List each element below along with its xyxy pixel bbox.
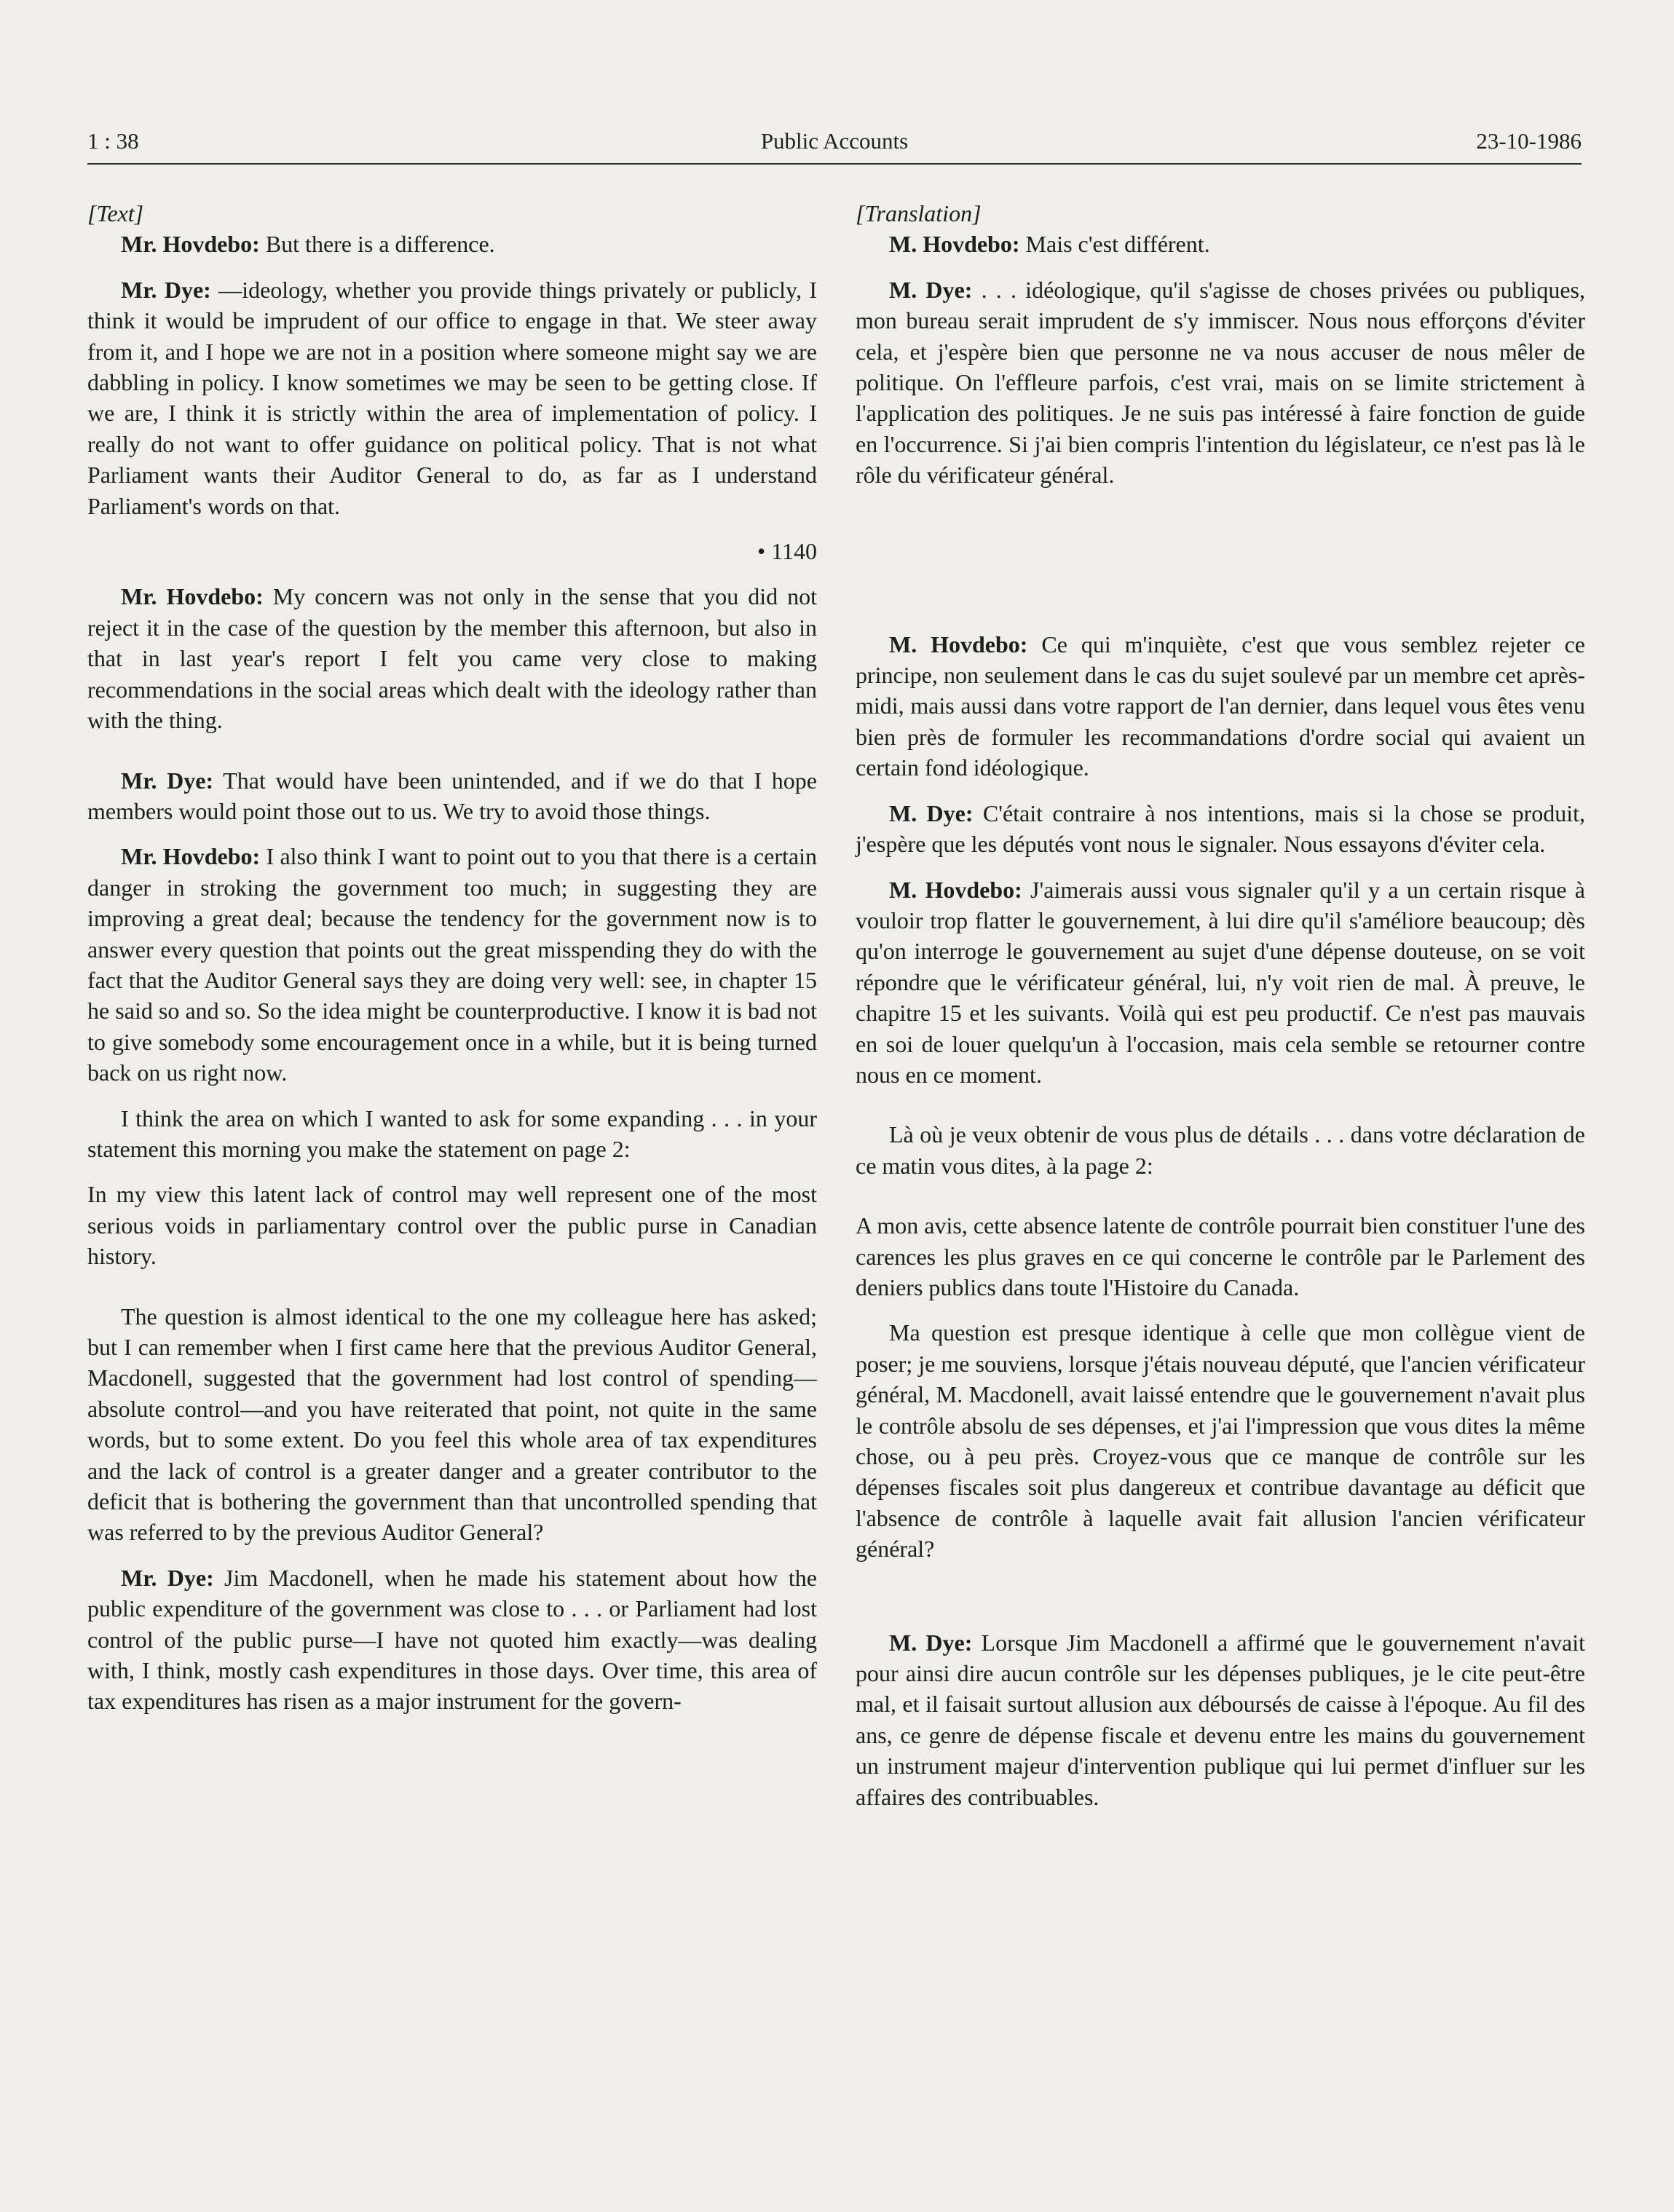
french-column (856, 198, 1585, 1812)
paragraph (856, 629, 1585, 783)
speech: I also think I want to point out to you that there is a certain danger in stroking the government too much; in suggesting they are improving a great deal; because the tendency for the government now is to answer every question that points out the great misspending they do with the fact that the Auditor General says they are doing very well: see, in chapter 15 he said so and so. So the idea might be counterproductive. I know it is bad not to give somebody some encouragement once in a while, but it is being turned back on us right now. (87, 843, 818, 1086)
speaker: Mr. Hovdebo: (121, 843, 261, 870)
speaker: M. Dye: (889, 1629, 973, 1656)
speaker: M. Hovdebo: (889, 631, 1028, 657)
speech: But there is a difference. (259, 231, 495, 258)
page-header (87, 128, 1582, 165)
speech: My concern was not only in the sense that you did not reject it in the case of the question by the member this afternoon, but also in that in last year's report I felt you came very close to making recommendations in the social areas which dealt with the ideology rather than with the thing. (87, 583, 818, 734)
speech: C'était contraire à nos intentions, mais si la chose se produit, j'espère que les députés vont nous le signaler. Nous essayons d'éviter cela. (856, 799, 1586, 858)
page-date: 23-10-1986 (1476, 128, 1582, 154)
paragraph (856, 798, 1585, 860)
paragraph: I think the area on which I wanted to ask for some expanding . . . in your statement this morning you make the statement on page 2: (87, 1105, 817, 1162)
speaker: Mr. Hovdebo: (121, 231, 260, 258)
paragraph (87, 841, 817, 1088)
speaker: Mr. Dye: (121, 1564, 214, 1591)
speaker: Mr. Dye: (121, 767, 214, 794)
paragraph (87, 274, 817, 521)
paragraph (856, 274, 1585, 491)
paragraph (87, 581, 817, 735)
speaker: M. Dye: (889, 276, 973, 303)
speaker: M. Hovdebo: (889, 876, 1022, 903)
text-tag: [Text] (87, 200, 144, 226)
paragraph (856, 229, 1585, 259)
speech: Mais c'est différent. (1019, 231, 1210, 258)
block-quote: A mon avis, cette absence latente de contrôle pourrait bien constituer l'une des carences les plus graves en ce qui concerne le contrôle par le Parlement des deniers publics dans toute l'Histoire du Canada. (856, 1212, 1585, 1300)
english-column (87, 198, 817, 1717)
paragraph: Ma question est presque identique à celle que mon collègue vient de poser; je me souviens, lorsque j'étais nouveau député, que l'ancien vérificateur général, M. Macdonell, avait laissé entendre que le gouvernement n'avait plus le contrôle absolu de ses dépenses, et j'ai l'impression que vous dites la même chose, ou à peu près. Croyez-vous que ce manque de contrôle sur les dépenses fiscales soit plus dangereux et contribue davantage au déficit que l'absence de contrôle à laquelle avait fait allusion l'ancien vérificateur général? (856, 1319, 1585, 1563)
speaker: Mr. Hovdebo: (121, 583, 264, 610)
translation-tag: [Translation] (856, 200, 982, 226)
paragraph (87, 1563, 817, 1717)
paragraph (87, 229, 817, 259)
speech: —ideology, whether you provide things privately or publicly, I think it would be imprudent of our office to engage in that. We steer away from it, and I hope we are not in a position where someone might say we are dabbling in policy. I know sometimes we may be seen to be getting close. If we are, I think it is strictly within the area of implementation of policy. I really do not want to offer guidance on political policy. That is not what Parliament wants their Auditor General to do, as far as I understand Parliament's words on that. (87, 276, 818, 519)
block-quote: In my view this latent lack of control may well represent one of the most serious voids in parliamentary control over the public purse in Canadian history. (87, 1181, 817, 1270)
speech: . . . idéologique, qu'il s'agisse de choses privées ou publiques, mon bureau serait imprudent de s'y immiscer. Nous nous efforçons d'éviter cela, et j'espère bien que personne ne va nous accuser de nous mêler de politique. On l'effleure parfois, c'est vrai, mais on se limite strictement à l'application des politiques. Je ne suis pas intéressé à faire fonction de guide en l'occurrence. Si j'ai bien compris l'intention du législateur, ce n'est pas là le rôle du vérificateur général. (856, 276, 1586, 489)
speech: That would have been unintended, and if we do that I hope members would point those out to us. We try to avoid those things. (87, 767, 818, 824)
paragraph (87, 765, 817, 827)
speech: Lorsque Jim Macdonell a affirmé que le gouvernement n'avait pour ainsi dire aucun contrôle sur les dépenses publiques, je le cite peut-être mal, et il faisait surtout allusion aux déboursés de caisse à l'époque. Au fil des ans, ce genre de dépense fiscale et devenu entre les mains du gouvernement un instrument majeur d'intervention publique qui lui permet d'influer sur les affaires des contribuables. (856, 1629, 1586, 1810)
speech: J'aimerais aussi vous signaler qu'il y a un certain risque à vouloir trop flatter le gouvernement, à lui dire qu'il s'améliore beaucoup; dès qu'on interroge le gouvernement au sujet d'une dépense douteuse, on se voit répondre que le vérificateur général, lui, n'y voit rien de mal. À preuve, le chapitre 15 et les suivants. Voilà qui est peu productif. Ce n'est pas mauvais en soi de louer quelqu'un à l'occasion, mais cela semble se retourner contre nous en ce moment. (856, 876, 1586, 1088)
speaker: M. Dye: (889, 799, 974, 826)
page-number: 1 : 38 (87, 128, 139, 154)
page-title: Public Accounts (760, 128, 909, 154)
paragraph (856, 874, 1585, 1091)
speech: Jim Macdonell, when he made his statement about how the public expenditure of the government was close to . . . or Parliament had lost control of the public purse—I have not quoted him exactly—was dealing with, I think, mostly cash expenditures in those days. Over time, this area of tax expenditures has risen as a major instrument for the govern- (87, 1564, 818, 1715)
speaker: M. Hovdebo: (889, 231, 1020, 258)
paragraph: Là où je veux obtenir de vous plus de détails . . . dans votre déclaration de ce matin vous dites, à la page 2: (856, 1121, 1585, 1179)
paragraph: The question is almost identical to the one my colleague here has asked; but I can remember when I first came here that the previous Auditor General, Macdonell, suggested that the government had lost control of spending—absolute control—and you have reiterated that point, not quite in the same words, but to some extent. Do you feel this whole area of tax expenditures and the lack of control is a greater danger and a greater contributor to the deficit that is bothering the government than that uncontrolled spending that was referred to by the previous Auditor General? (87, 1303, 817, 1546)
timestamp: • 1140 (757, 538, 817, 565)
paragraph (856, 1627, 1585, 1812)
speech: Ce qui m'inquiète, c'est que vous semblez rejeter ce principe, non seulement dans le cas du sujet soulevé par un membre cet après-midi, mais aussi dans votre rapport de l'an dernier, dans lequel vous êtes venu bien près de formuler les recommandations d'ordre social qui avaient un certain fond idéologique. (856, 631, 1586, 781)
speaker: Mr. Dye: (121, 276, 211, 303)
